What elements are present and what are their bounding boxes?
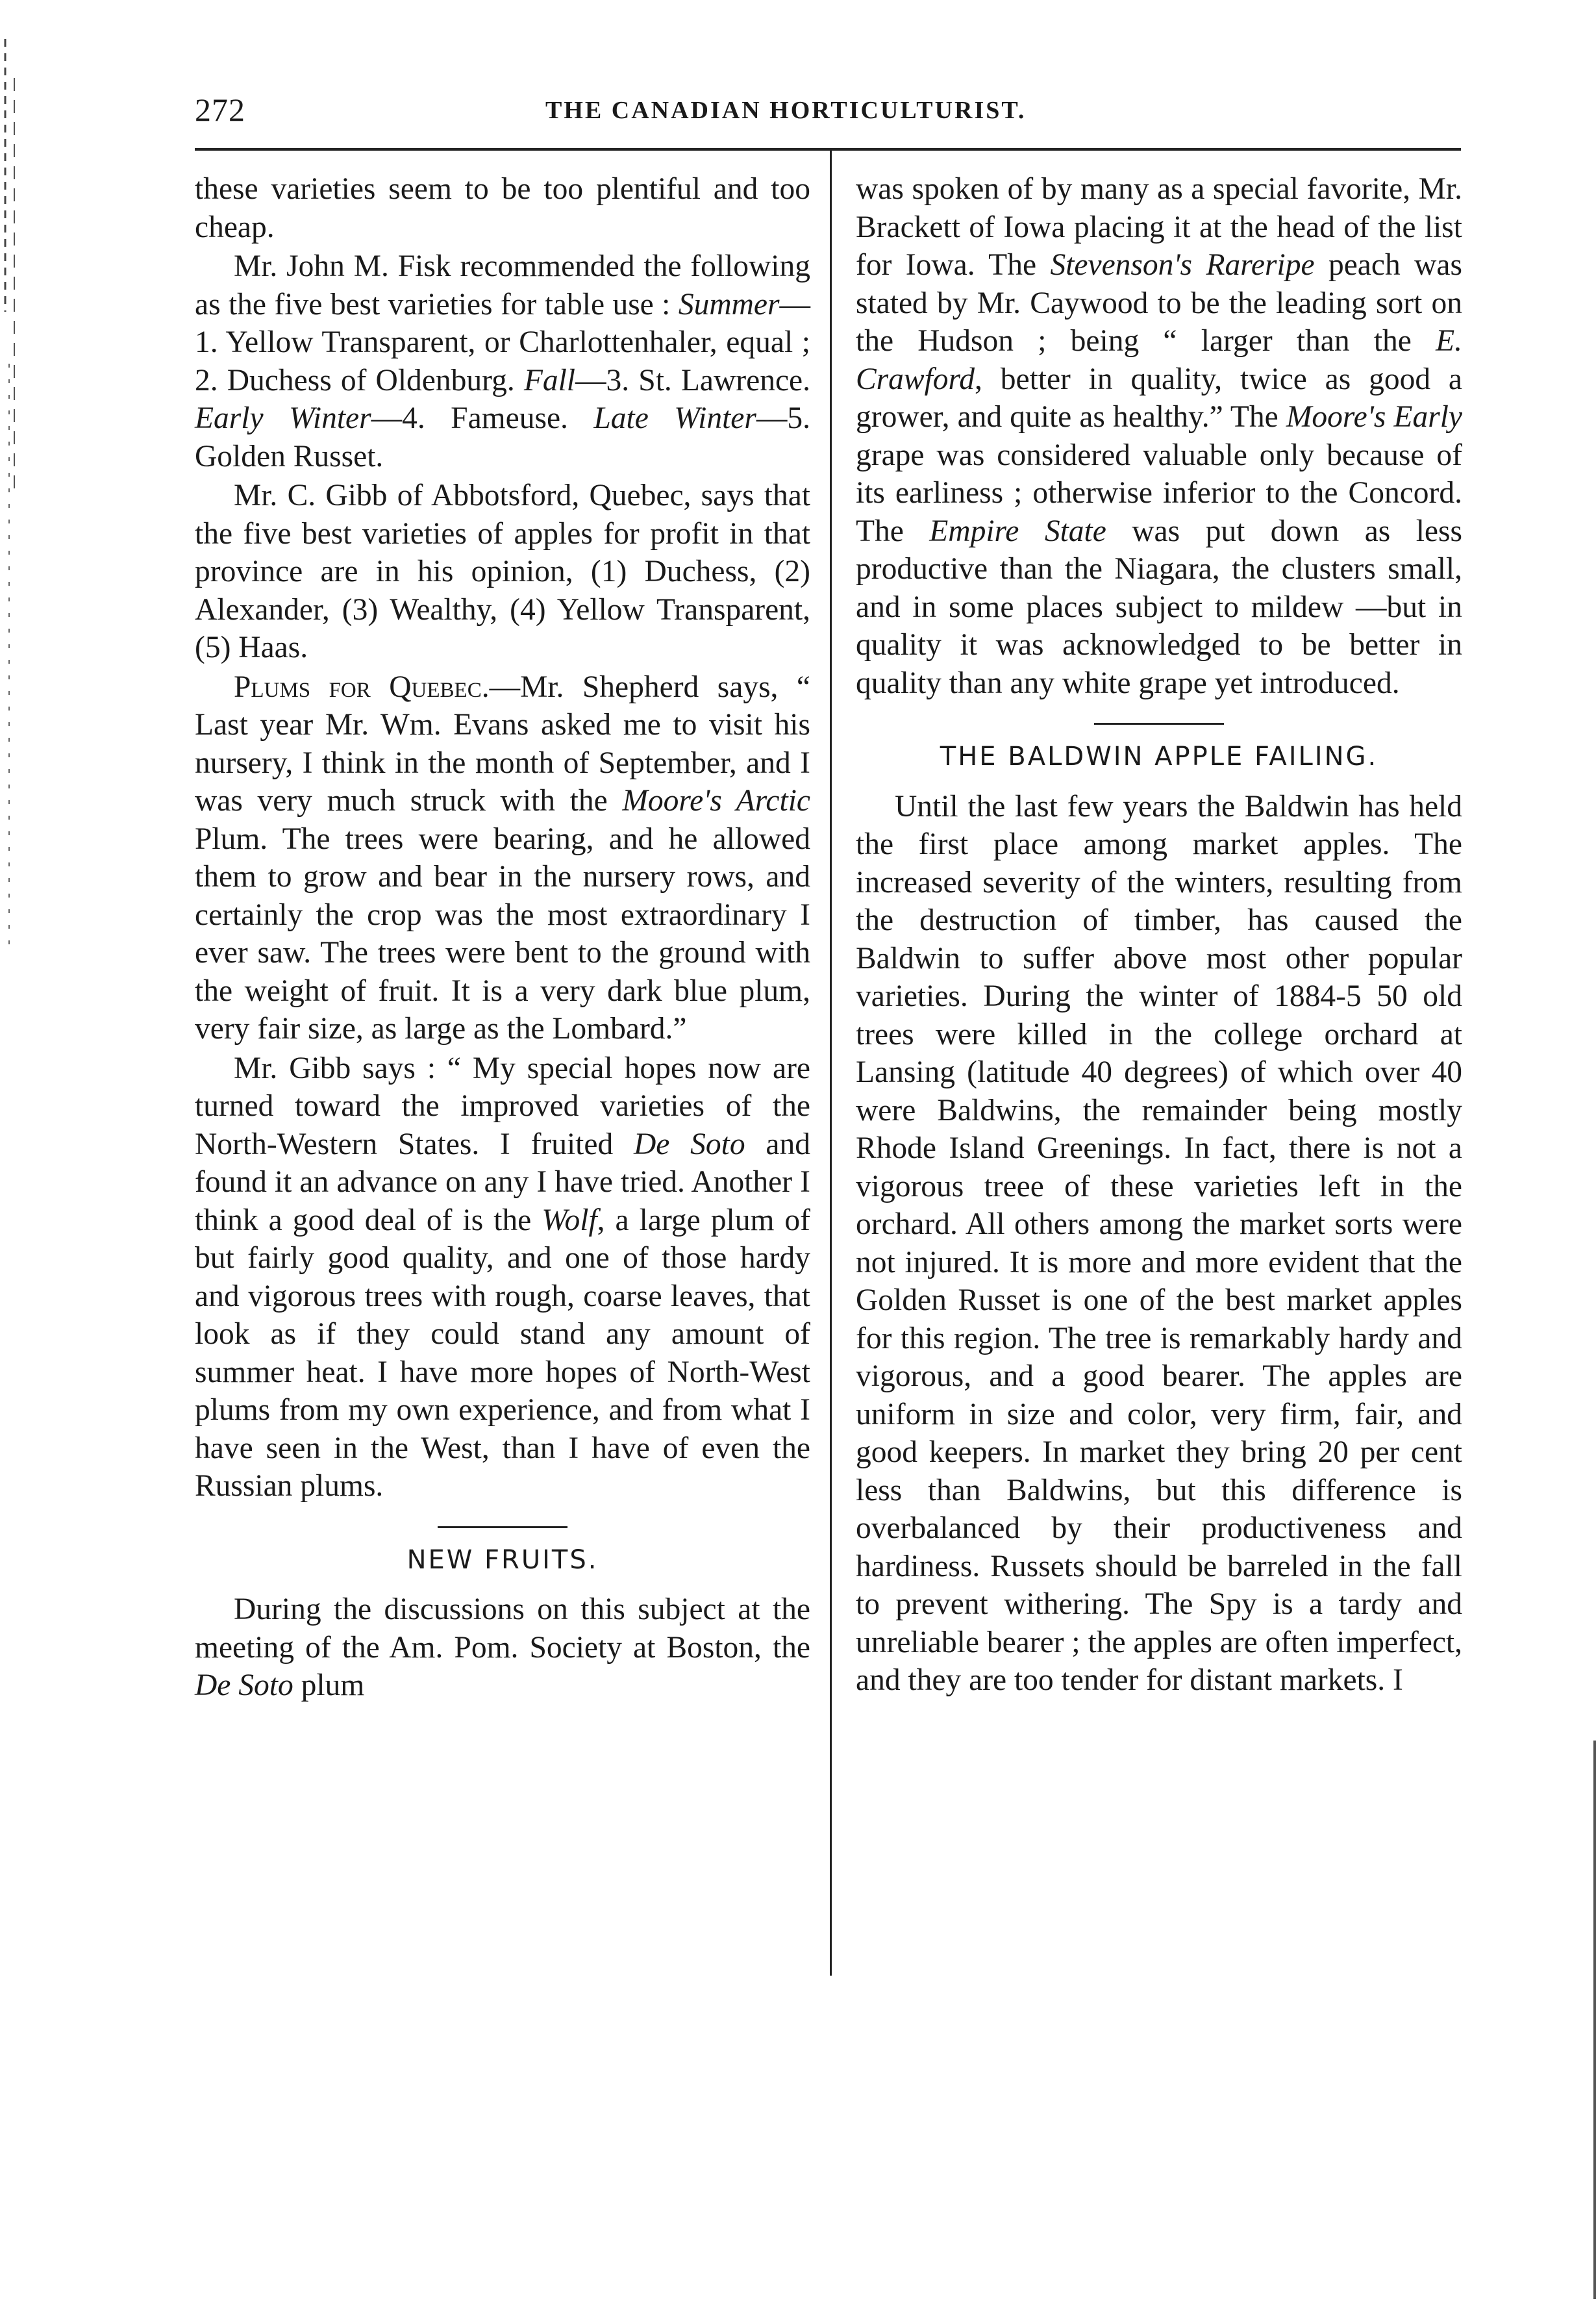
section-rule xyxy=(438,1526,567,1528)
column-divider xyxy=(830,151,832,1976)
section-rule xyxy=(1094,723,1224,725)
page-header xyxy=(195,91,1461,136)
running-head: THE CANADIAN HORTICULTURIST. xyxy=(545,97,1027,124)
scan-edge-artifact-right xyxy=(1587,1741,1596,2299)
paragraph: Mr. C. Gibb of Abbotsford, Quebec, says that the five best varieties of apples for profit in that province are in his opinion, (1) Duchess, (2) Alexander, (3) Wealthy, (4) Yellow Transparent, (5) Haas. xyxy=(195,479,810,664)
paragraph: During the discussions on this subject at the meeting of the Am. Pom. Society at Boston, the De Soto plum xyxy=(195,1592,810,1702)
run-in-heading: Plums for Quebec. xyxy=(234,670,490,704)
page-number: 272 xyxy=(195,92,245,128)
paragraph: these varieties seem to be too plentiful and too cheap. xyxy=(195,172,810,244)
paragraph: was spoken of by many as a special favorite, Mr. Brackett of Iowa placing it at the head of the list for Iowa. The Stevenson's Rareripe peach was stated by Mr. Caywood to be the leading sort on the Hudson ; being “ larger than the E. Crawford, better in quality, twice as good a grower, and quite as healthy.” The Moore's Early grape was considered valuable only because of its earliness ; otherwise inferior to the Concord. The Empire State was put down as less productive than the Niagara, the clusters small, and in some places subject to mildew —but in quality it was acknowledged to be better in quality than any white grape yet introduced. xyxy=(856,172,1462,700)
paragraph: Mr. Gibb says : “ My special hopes now are turned toward the improved varieties of the North-Western States. I fruited De Soto and found it an advance on any I have tried. Another I think a good deal of is the Wolf, a large plum of but fairly good quality, and one of those hardy and vigorous trees with rough, coarse leaves, that look as if they could stand any amount of summer heat. I have more hopes of North-West plums from my own experience, and from what I have seen in the West, than I have of even the Russian plums. xyxy=(195,1051,810,1503)
section-title: THE BALDWIN APPLE FAILING. xyxy=(940,742,1378,772)
section-title: NEW FRUITS. xyxy=(406,1544,599,1575)
paragraph: Mr. John M. Fisk recommended the following as the five best varieties for table use : Summer—1. Yellow Transparent, or Charlottenhaler, equal ; 2. Duchess of Oldenburg. Fall—3. St. Lawrence. Early Winter—4. Fameuse. Late Winter—5. Golden Russet. xyxy=(195,249,810,473)
paragraph: Until the last few years the Baldwin has held the first place among market apples. The increased severity of the winters, resulting from the destruction of timber, has caused the Baldwin to suffer above most other popular varieties. During the winter of 1884-5 50 old trees were killed in the college orchard at Lansing (latitude 40 degrees) of which over 40 were Baldwins, the remainder being mostly Rhode Island Greenings. In fact, there is not a vigorous treee of these varieties left in the orchard. All others among the market sorts were not injured. It is more and more evident that the Golden Russet is one of the best market apples for this region. The tree is remarkably hardy and vigorous, and a good bearer. The apples are uniform in size and color, very firm, fair, and good keepers. In market they bring 20 per cent less than Baldwins, but this difference is overbalanced by their productiveness and hardiness. Russets should be barreled in the fall to prevent withering. The Spy is a tardy and unreliable bearer ; the apples are often imperfect, and they are too tender for distant markets. I xyxy=(856,789,1462,1697)
paragraph: Plums for Quebec.—Mr. Shepherd says, “ Last year Mr. Wm. Evans asked me to visit his nursery, I think in the month of September, and I was very much struck with the Moore's Arctic Plum. The trees were bearing, and he allowed them to grow and bear in the nursery rows, and certainly the crop was the most extraordinary I ever saw. The trees were bent to the ground with the weight of fruit. It is a very dark blue plum, very fair size, as large as the Lombard.” xyxy=(195,670,810,1046)
right-column xyxy=(856,170,1462,1701)
left-column xyxy=(195,170,810,1706)
scan-edge-artifact xyxy=(0,39,26,948)
header-rule xyxy=(195,148,1461,151)
